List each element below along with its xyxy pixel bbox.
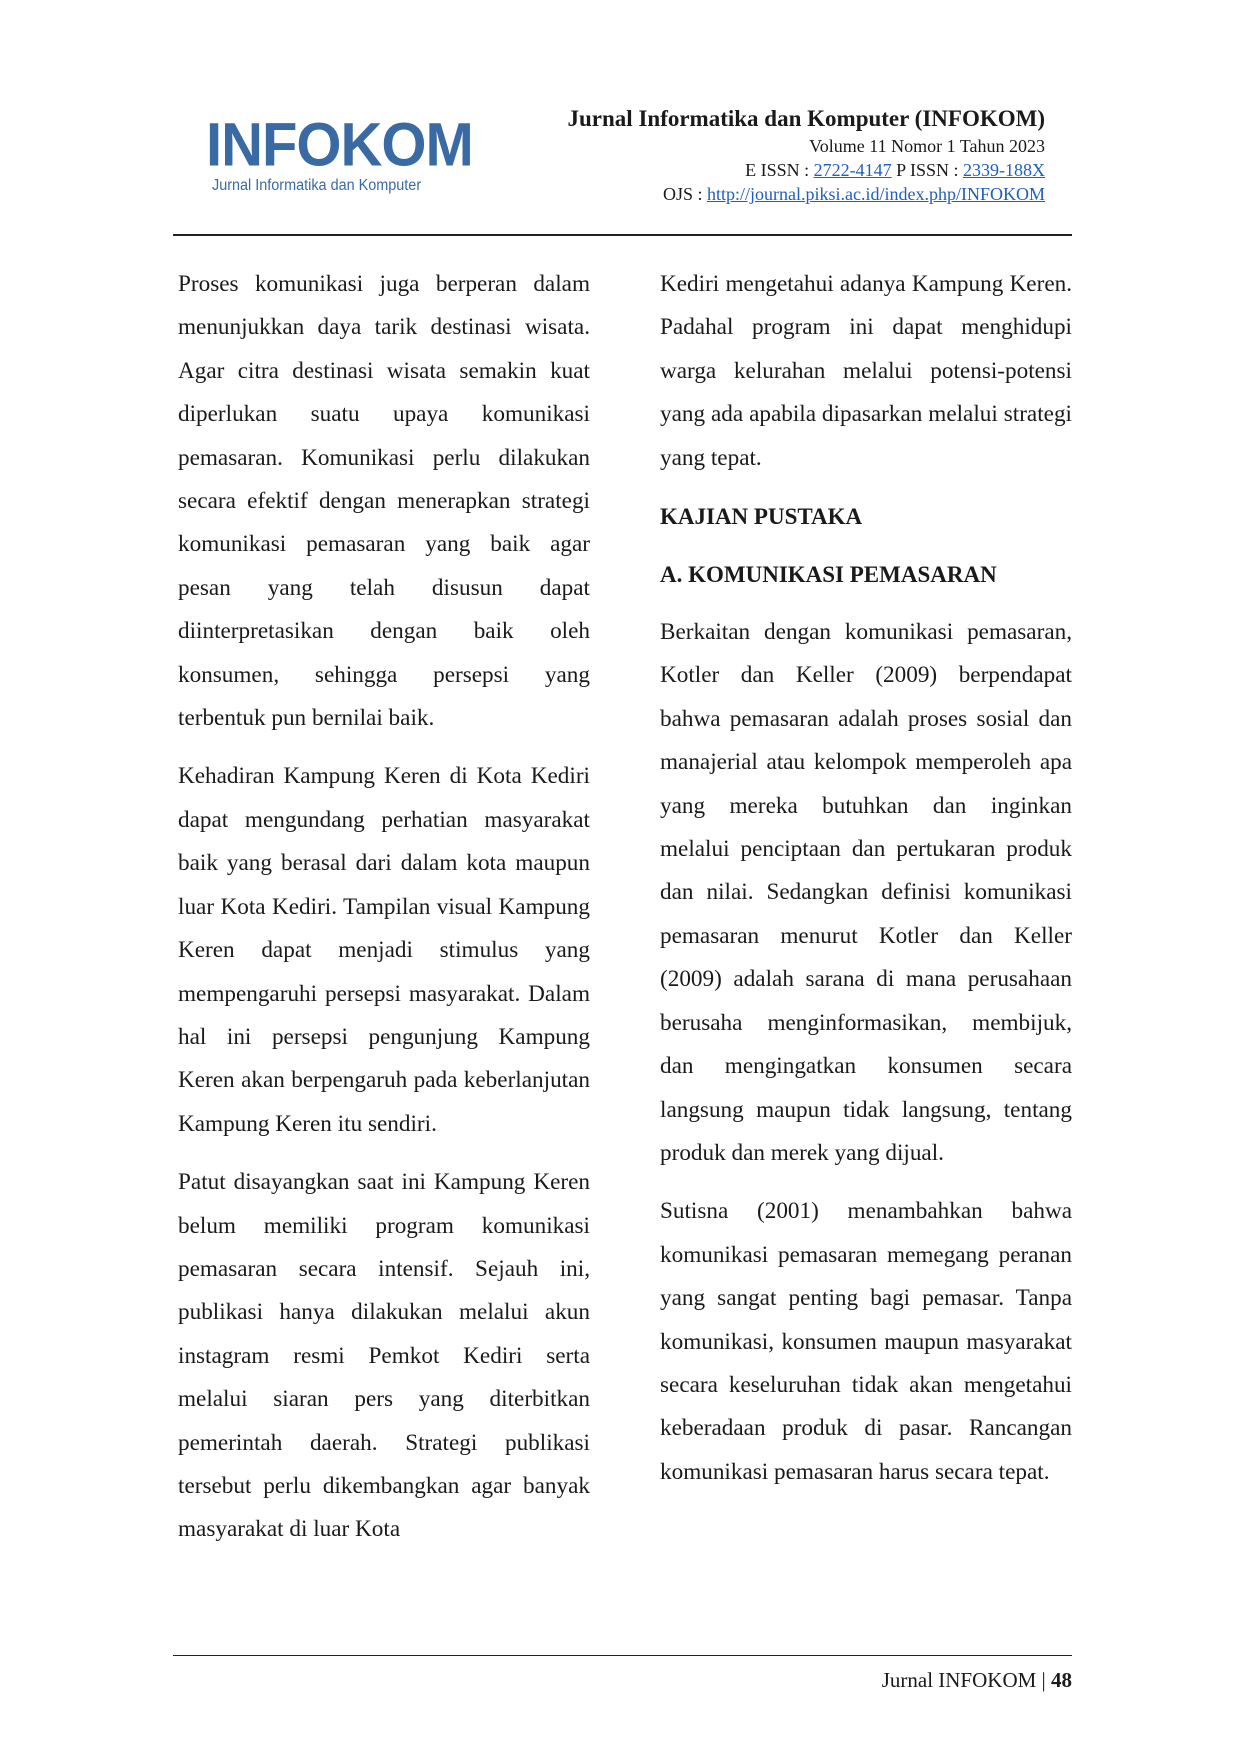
left-column <box>178 263 590 1552</box>
logo-subtitle: Jurnal Informatika dan Komputer <box>212 177 422 194</box>
journal-volume: Volume 11 Nomor 1 Tahun 2023 <box>809 136 1045 156</box>
logo-wordmark: INFOKOM <box>206 110 473 180</box>
eissn-label: E ISSN : <box>745 160 814 180</box>
eissn-link[interactable]: 2722-4147 <box>813 160 892 180</box>
page-number: 48 <box>1051 1668 1072 1692</box>
section-heading-kajian-pustaka: KAJIAN PUSTAKA <box>660 504 863 530</box>
footer-separator: | <box>1036 1668 1051 1692</box>
pissn-link[interactable]: 2339-188X <box>963 160 1045 180</box>
footer-divider <box>173 1655 1072 1656</box>
left-paragraph-2: Kehadiran Kampung Keren di Kota Kediri dapat mengundang perhatian masyarakat baik yang berasal dari dalam kota maupun luar Kota Kediri. Tampilan visual Kampung Keren dapat menjadi stimulus yang mempengaruhi persepsi masyarakat. Dalam hal ini persepsi pengunjung Kampung Keren akan berpengaruh pada keberlanjutan Kampung Keren itu sendiri. <box>178 763 590 1137</box>
right-paragraph-1: Kediri mengetahui adanya Kampung Keren. Padahal program ini dapat menghidupi warga kelurahan melalui potensi-potensi yang ada apabila dipasarkan melalui strategi yang tepat. <box>660 271 1072 471</box>
footer-journal-name: Jurnal INFOKOM <box>881 1668 1037 1692</box>
header-divider <box>173 234 1072 236</box>
issn-line <box>568 158 1045 182</box>
ojs-line <box>568 182 1045 206</box>
page-footer <box>882 1665 1072 1695</box>
journal-title: Jurnal Informatika dan Komputer (INFOKOM) <box>567 106 1045 131</box>
right-paragraph-3: Sutisna (2001) menambahkan bahwa komunikasi pemasaran memegang peranan yang sangat penting bagi pemasar. Tanpa komunikasi, konsumen maupun masyarakat secara keseluruhan tidak akan mengetahui keberadaan produk di pasar. Rancangan komunikasi pemasaran harus secara tepat. <box>660 1198 1072 1485</box>
journal-logo <box>206 110 473 195</box>
ojs-label: OJS : <box>663 184 708 204</box>
journal-header-info <box>568 104 1045 206</box>
left-paragraph-1: Proses komunikasi juga berperan dalam menunjukkan daya tarik destinasi wisata. Agar citra destinasi wisata semakin kuat diperlukan suatu upaya komunikasi pemasaran. Komunikasi perlu dilakukan secara efektif dengan menerapkan strategi komunikasi pemasaran yang baik agar pesan yang telah disusun dapat diinterpretasikan dengan baik oleh konsumen, sehingga persepsi yang terbentuk pun bernilai baik. <box>178 271 590 732</box>
right-paragraph-2: Berkaitan dengan komunikasi pemasaran, Kotler dan Keller (2009) berpendapat bahwa pemasaran adalah proses sosial dan manajerial atau kelompok memperoleh apa yang mereka butuhkan dan inginkan melalui penciptaan dan pertukaran produk dan nilai. Sedangkan definisi komunikasi pemasaran menurut Kotler dan Keller (2009) adalah sarana di mana perusahaan berusaha menginformasikan, membijuk, dan mengingatkan konsumen secara langsung maupun tidak langsung, tentang produk dan merek yang dijual. <box>660 619 1072 1166</box>
right-column <box>660 263 1072 1494</box>
left-paragraph-3: Patut disayangkan saat ini Kampung Keren belum memiliki program komunikasi pemasaran secara intensif. Sejauh ini, publikasi hanya dilakukan melalui akun instagram resmi Pemkot Kediri serta melalui siaran pers yang diterbitkan pemerintah daerah. Strategi publikasi tersebut perlu dikembangkan agar banyak masyarakat di luar Kota <box>178 1169 590 1543</box>
subsection-heading-komunikasi-pemasaran: A. KOMUNIKASI PEMASARAN <box>660 562 997 588</box>
pissn-label: P ISSN : <box>891 160 963 180</box>
ojs-link[interactable]: http://journal.piksi.ac.id/index.php/INFOKOM <box>707 184 1045 204</box>
